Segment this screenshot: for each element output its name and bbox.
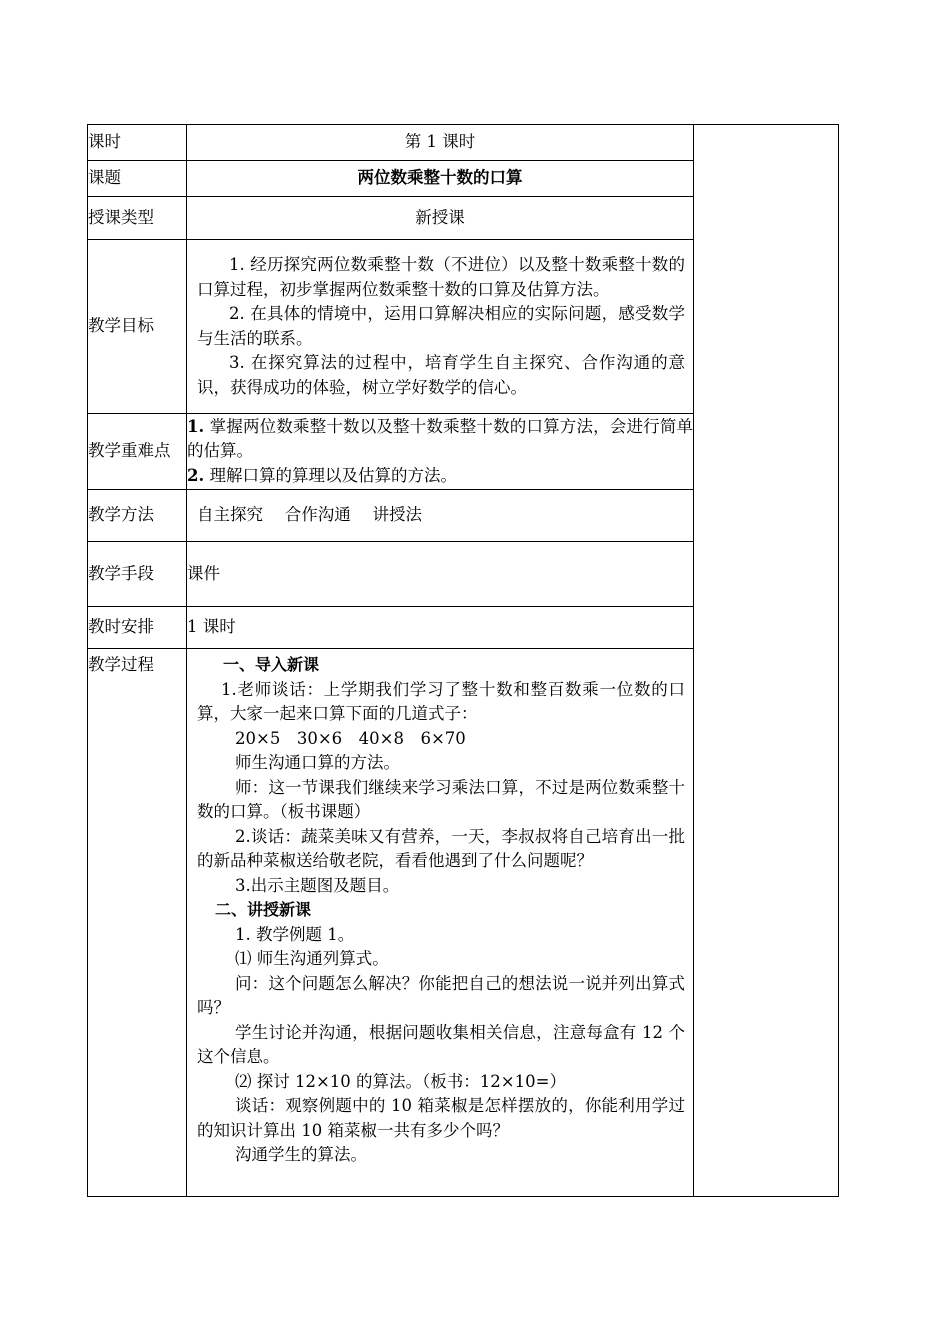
value-means: 课件 (187, 542, 694, 607)
label-period: 课时 (88, 125, 187, 161)
process-paragraph: 沟通学生的算法。 (235, 1145, 367, 1164)
key-points-content (187, 414, 694, 490)
process-paragraph: 3.出示主题图及题目。 (235, 875, 400, 895)
section-heading: 一、导入新课 (223, 655, 320, 674)
process-paragraph: ⑴ 师生沟通列算式。 (235, 949, 389, 968)
lesson-plan-table (87, 124, 839, 1197)
label-goals: 教学目标 (88, 240, 187, 414)
key-point-item (187, 464, 693, 489)
label-schedule: 教时安排 (88, 607, 187, 649)
value-schedule: 1 课时 (187, 607, 694, 649)
goal-item: 2. 在具体的情境中，运用口算解决相应的实际问题，感受数学与生活的联系。 (197, 304, 685, 348)
key-point-text: 掌握两位数乘整十数以及整十数乘整十数的口算方法，会进行简单的估算。 (187, 416, 693, 461)
process-paragraph: 问：这个问题怎么解决？你能把自己的想法说一说并列出算式吗？ (197, 973, 685, 1017)
process-paragraph: 2.谈话：蔬菜美味又有营养，一天，李叔叔将自己培育出一批的新品种菜椒送给敬老院，看看他遇到了什么问题呢？ (197, 826, 685, 870)
label-key-points: 教学重难点 (88, 414, 187, 490)
process-paragraph: 20×5 30×6 40×8 6×70 (235, 728, 466, 748)
process-paragraph: 谈话：观察例题中的 10 箱菜椒是怎样摆放的，你能利用学过的知识计算出 10 箱菜椒一共有多少个吗？ (197, 1096, 685, 1140)
value-method: 自主探究 合作沟通 讲授法 (187, 490, 694, 542)
process-paragraph: ⑵ 探讨 12×10 的算法。（板书：12×10=） (235, 1071, 566, 1091)
value-type: 新授课 (187, 197, 694, 240)
key-point-number: 1. (187, 416, 205, 436)
label-method: 教学方法 (88, 490, 187, 542)
key-point-number: 2. (187, 465, 205, 485)
label-means: 教学手段 (88, 542, 187, 607)
process-paragraph: 1. 教学例题 1。 (235, 924, 355, 944)
section-heading: 二、讲授新课 (215, 900, 312, 919)
label-type: 授课类型 (88, 197, 187, 240)
key-point-text: 理解口算的算理以及估算的方法。 (204, 465, 457, 485)
lesson-title: 两位数乘整十数的口算 (187, 161, 694, 197)
value-period: 第 1 课时 (187, 125, 694, 161)
process-paragraph: 学生讨论并沟通，根据问题收集相关信息，注意每盒有 12 个这个信息。 (197, 1022, 685, 1066)
key-point-item (187, 415, 693, 464)
goal-item: 1. 经历探究两位数乘整十数（不进位）以及整十数乘整十数的口算过程，初步掌握两位数乘整十数的口算及估算方法。 (197, 255, 685, 299)
process-paragraph: 师生沟通口算的方法。 (235, 753, 400, 772)
row-period (88, 125, 839, 161)
goal-item: 3. 在探究算法的过程中，培育学生自主探究、合作沟通的意识，获得成功的体验，树立学好数学的信心。 (197, 353, 685, 397)
label-topic: 课题 (88, 161, 187, 197)
process-paragraph: 1.老师谈话：上学期我们学习了整十数和整百数乘一位数的口算，大家一起来口算下面的几道式子： (197, 679, 685, 723)
goals-content (187, 240, 694, 414)
label-process: 教学过程 (88, 649, 187, 1197)
process-paragraph: 师：这一节课我们继续来学习乘法口算，不过是两位数乘整十数的口算。（板书课题） (197, 777, 685, 821)
process-content (187, 649, 694, 1197)
notes-column (694, 125, 839, 1197)
